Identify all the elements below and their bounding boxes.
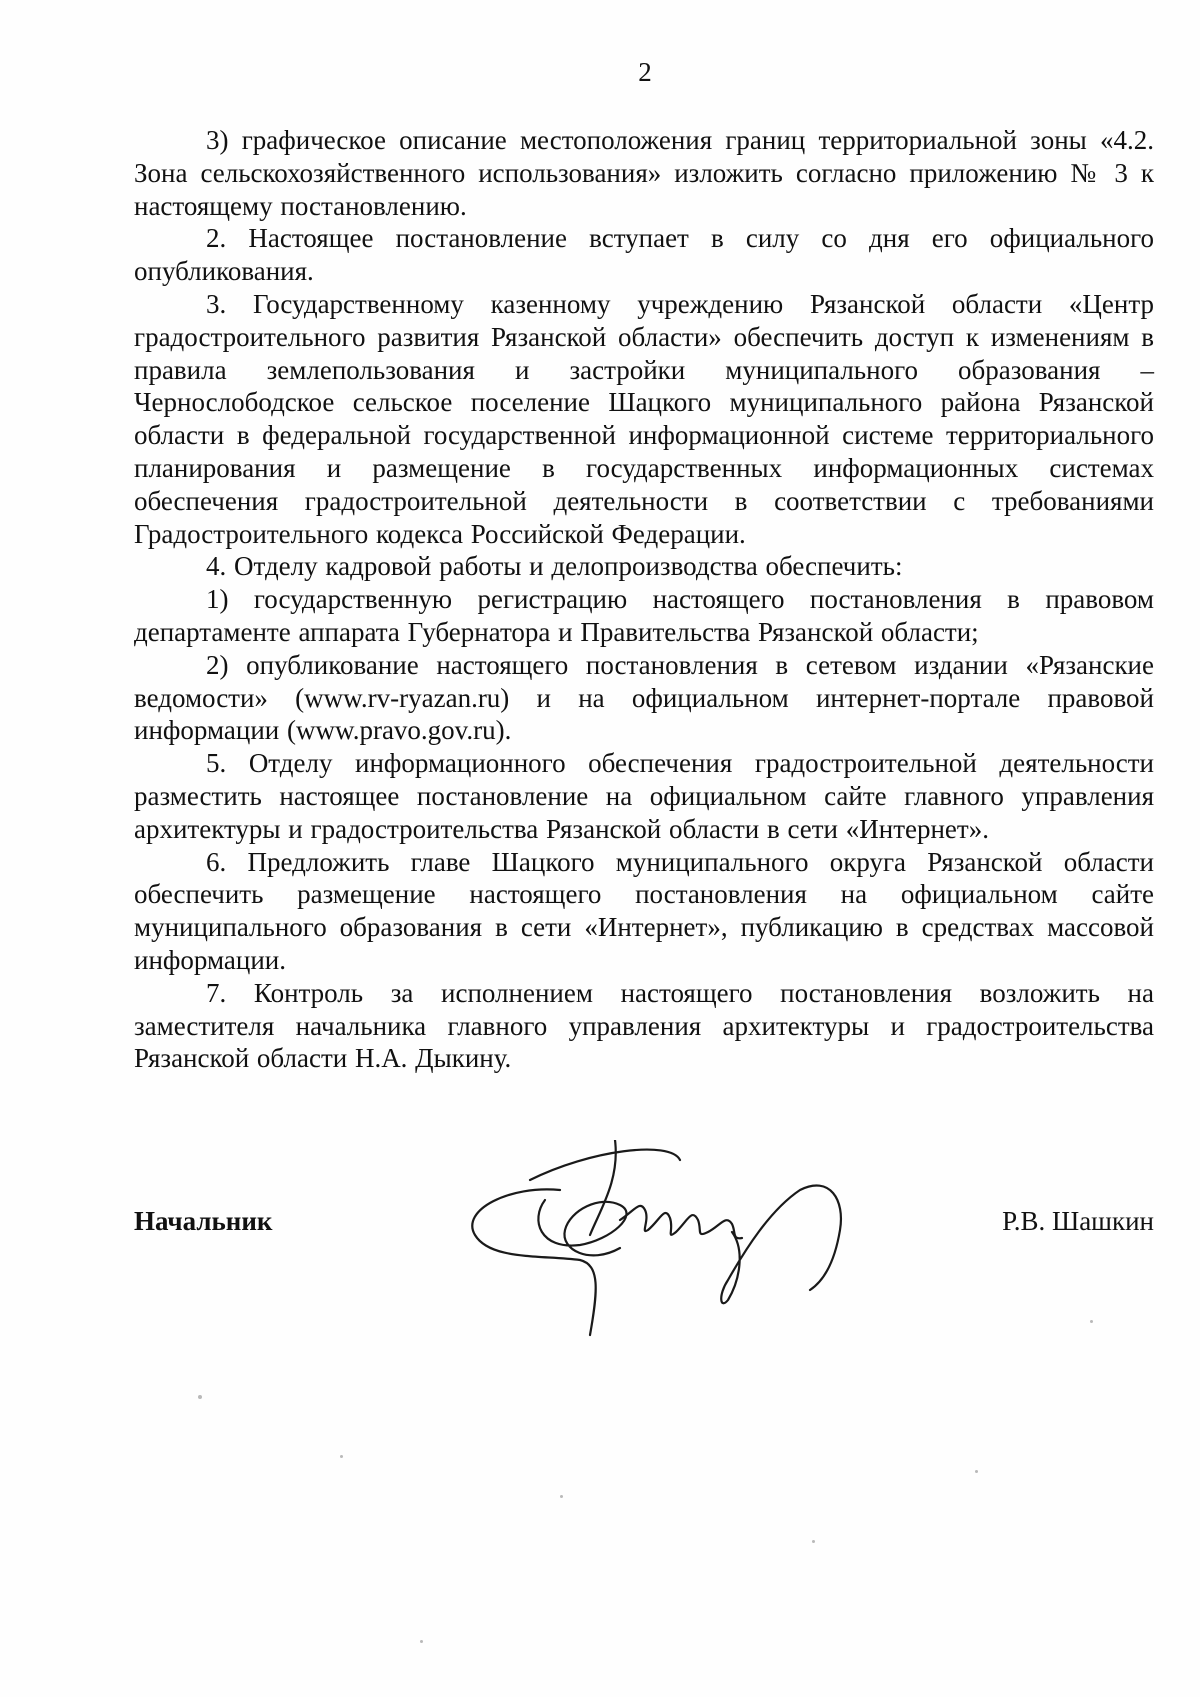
paragraph-6-municipal-head: 6. Предложить главе Шацкого муниципального округа Рязанской области обеспечить размещение настоящего постановления на официальном сайте муниципального образования в сети «Интернет», публикацию в средствах массовой информации. [134, 846, 1154, 975]
scan-speck [1090, 1320, 1093, 1323]
page-number: 2 [638, 57, 652, 87]
paragraph-4-hr-department: 4. Отделу кадровой работы и делопроизводства обеспечить: [206, 551, 903, 582]
paragraph-5-info-department: 5. Отделу информационного обеспечения градостроительной деятельности разместить настоящее постановление на официальном сайте главного управления архитектуры и градостроительства Рязанской области в сети «Интернет». [134, 748, 1154, 844]
document-body [134, 124, 1154, 1075]
scan-speck [198, 1395, 202, 1399]
scan-speck [975, 1470, 978, 1473]
paragraph-7-control: 7. Контроль за исполнением настоящего постановления возложить на заместителя начальника главного управления архитектуры и градостроительства Рязанской области Н.А. Дыкину. [134, 977, 1154, 1074]
scan-speck [560, 1495, 563, 1498]
paragraph-3-gku-access: 3. Государственному казенному учреждению Рязанской области «Центр градостроительного развития Рязанской области» обеспечить доступ к изменениям в правила землепользования и застройки муниципального образования – Чернослободское сельское поселение Шацкого муниципального района Рязанской области в федеральной государственной информационной системе территориального планирования и размещение в государственных информационных системах обеспечения градостроительной деятельности в соответствии с требованиями Градостроительного кодекса Российской Федерации. [134, 288, 1154, 549]
paragraph-4-2-publication: 2) опубликование настоящего постановления в сетевом издании «Рязанские ведомости» (www.rv-ryazan.ru) и на официальном интернет-портале правовой информации (www.pravo.gov.ru). [134, 649, 1154, 746]
paragraph-2-entry-into-force: 2. Настоящее постановление вступает в силу со дня его официального опубликования. [134, 223, 1154, 287]
signatory-title: Начальник [134, 1206, 273, 1236]
handwritten-signature-icon [470, 1140, 890, 1340]
paragraph-4-1-registration: 1) государственную регистрацию настоящего постановления в правовом департаменте аппарата Губернатора и Правительства Рязанской области; [134, 584, 1154, 647]
scan-speck [340, 1455, 343, 1458]
signatory-name: Р.В. Шашкин [1002, 1206, 1154, 1236]
scan-speck [420, 1640, 423, 1643]
paragraph-item-3-graphic-description: 3) графическое описание местоположения границ территориальной зоны «4.2. Зона сельскохозяйственного использования» изложить согласно приложению № 3 к настоящему постановлению. [134, 125, 1154, 221]
scan-speck [812, 1540, 815, 1543]
